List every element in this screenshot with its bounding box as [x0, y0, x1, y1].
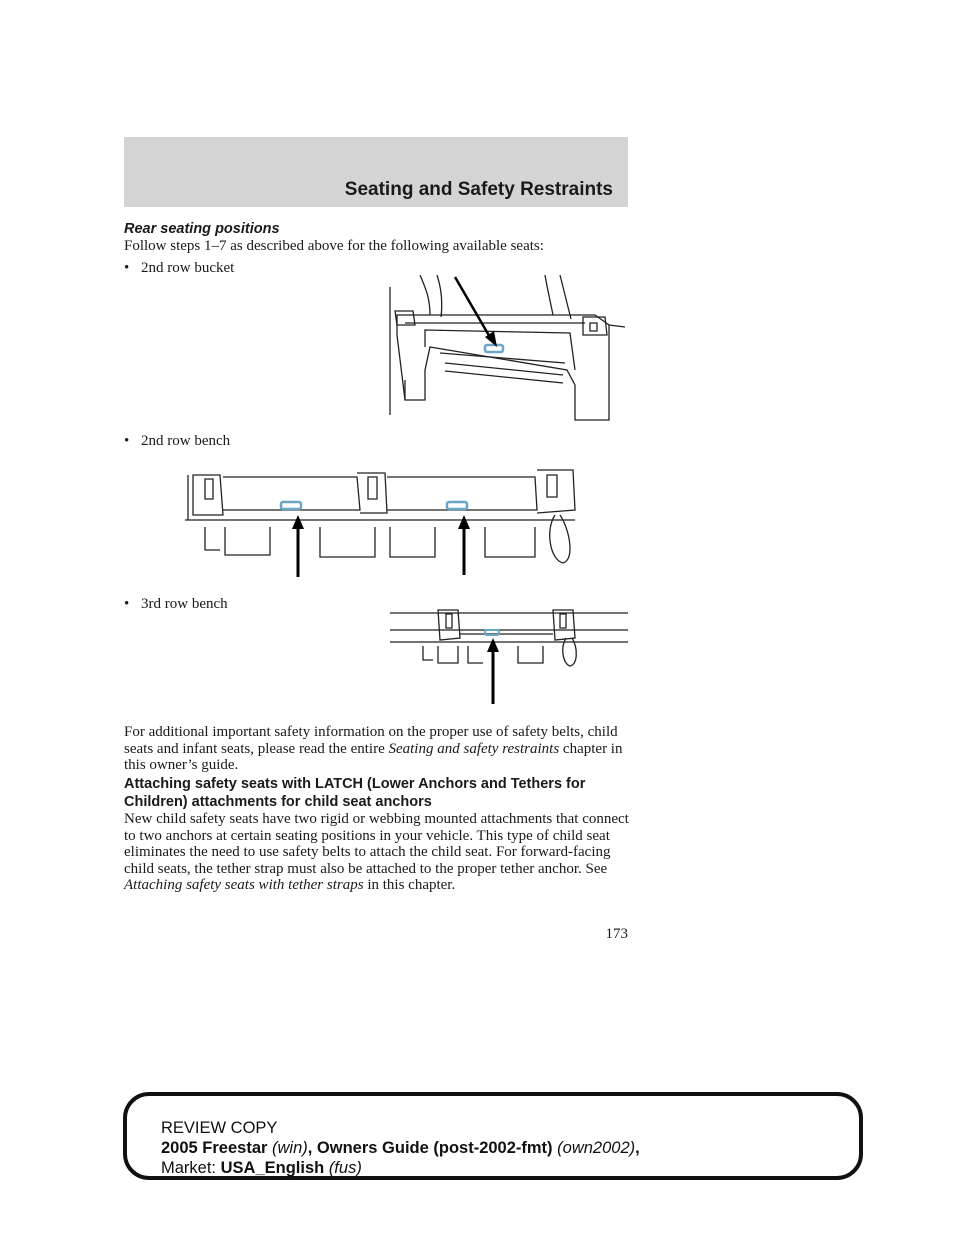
section-heading: Rear seating positions	[124, 221, 280, 237]
figure-2nd-row-bucket	[385, 275, 630, 430]
review-copy-label: REVIEW COPY	[161, 1119, 278, 1137]
safety-info-paragraph	[124, 724, 630, 774]
bullet-dot: •	[124, 596, 130, 612]
separator: ,	[635, 1139, 640, 1157]
market-line	[161, 1158, 640, 1178]
arrow-head	[292, 515, 304, 529]
section-reference: Attaching safety seats with tether straps	[124, 877, 364, 893]
bullet-label: 3rd row bench	[141, 596, 228, 612]
guide-name: , Owners Guide (post-2002-fmt)	[307, 1139, 553, 1157]
anchor-highlight	[485, 630, 499, 635]
pointer-arrow	[455, 277, 491, 339]
anchor-highlight	[485, 345, 503, 352]
page-number: 173	[605, 926, 628, 942]
paragraph-text: New child safety seats have two rigid or webbing mounted attachments that connect to two anchors at certain seating positions in your vehicle. This type of child seat eliminates the need to use safety belts to attach the child seat. For forward-facing child seats, the tether strap must also be attached to the proper tether anchor. See	[124, 811, 629, 877]
section-intro	[124, 220, 630, 255]
chapter-reference: Seating and safety restraints	[388, 740, 560, 757]
footer-text	[161, 1118, 640, 1178]
model-name: 2005 Freestar	[161, 1139, 268, 1157]
bullet-item	[124, 260, 234, 277]
bullet-label: 2nd row bucket	[141, 260, 235, 276]
intro-text: Follow steps 1–7 as described above for the following available seats:	[124, 238, 544, 254]
bullet-dot: •	[124, 260, 130, 276]
figure-3rd-row-bench	[388, 608, 630, 706]
market-label: Market:	[161, 1159, 217, 1177]
header-band	[124, 137, 628, 207]
paragraph-text: chapter in this owner’s guide.	[124, 740, 623, 773]
anchor-highlight	[281, 502, 301, 509]
latch-heading: Attaching safety seats with LATCH (Lower Anchors and Tethers for Children) attachments for child seat anchors	[124, 776, 586, 810]
paragraph-text: in this chapter.	[363, 877, 456, 893]
guide-line	[161, 1138, 640, 1158]
market-code: (fus)	[328, 1159, 362, 1177]
bullet-dot: •	[124, 433, 130, 449]
bullet-label: 2nd row bench	[141, 433, 231, 449]
arrow-head	[458, 515, 470, 529]
page-title: Seating and Safety Restraints	[344, 179, 613, 200]
figure-2nd-row-bench	[185, 465, 580, 580]
anchor-highlight	[447, 502, 467, 509]
latch-paragraph	[124, 811, 630, 894]
paragraph-text: For additional important safety information on the proper use of safety belts, child seats and infant seats, please read the entire	[124, 724, 618, 757]
guide-code: (own2002)	[557, 1139, 636, 1157]
bullet-item	[124, 596, 228, 613]
bullet-item	[124, 433, 230, 450]
market-value: USA_English	[220, 1159, 325, 1177]
model-code: (win)	[272, 1139, 308, 1157]
arrow-head	[487, 638, 499, 652]
